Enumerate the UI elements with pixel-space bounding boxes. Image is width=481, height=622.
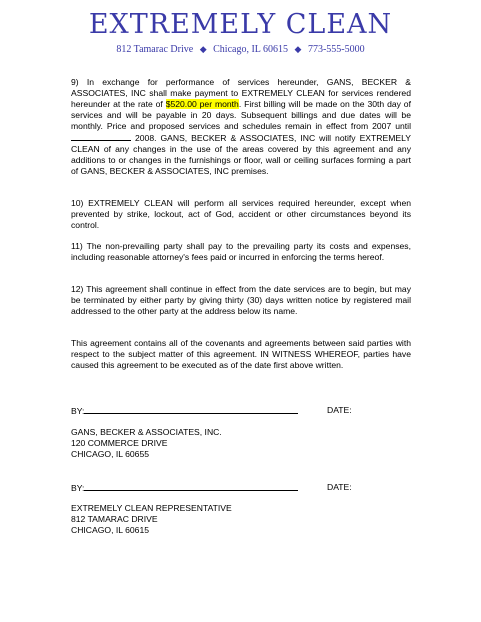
provider-street: 812 TAMARAC DRIVE xyxy=(71,514,158,524)
paragraph-9-text-3: 2008. GANS, BECKER & ASSOCIATES, INC will notify EXTREMELY CLEAN of any changes in the use of the areas covered by this agreement and any additions to or changes in the furnishings or floor, wall or ceiling surfaces forming a part of GANS, BECKER & ASSOCIATES, INC premises. xyxy=(71,133,411,176)
diamond-separator-icon: ◆ xyxy=(199,44,207,54)
date-label: DATE: xyxy=(327,405,352,415)
date-label: DATE: xyxy=(327,482,352,492)
client-address-block xyxy=(71,427,411,460)
provider-address-block xyxy=(71,503,411,536)
signature-blank xyxy=(84,482,298,491)
address-phone: 773-555-5000 xyxy=(307,44,365,55)
closing-paragraph: This agreement contains all of the covenants and agreements between said parties with respect to the subject matter of this agreement. IN WITNESS WHEREOF, parties have caused this agreement to be executed as of the date first above written. xyxy=(71,338,411,370)
paragraph-9-text-2: . First billing will be made on the 30th day of services and will be payable in 20 days. Subsequent billings and due dates will be monthly. Price and proposed services and schedules remain in effect from 2007 until xyxy=(71,99,411,131)
end-date-blank xyxy=(71,132,131,141)
payment-rate-highlight: $520.00 per month xyxy=(165,99,239,109)
client-name: GANS, BECKER & ASSOCIATES, INC. xyxy=(71,427,222,437)
signature-blank xyxy=(84,405,298,414)
client-street: 120 COMMERCE DRIVE xyxy=(71,438,168,448)
by-label: BY: xyxy=(71,483,85,493)
paragraph-9 xyxy=(71,77,411,177)
provider-name: EXTREMELY CLEAN REPRESENTATIVE xyxy=(71,503,232,513)
address-city: Chicago, IL 60615 xyxy=(213,44,289,55)
company-title: EXTREMELY CLEAN xyxy=(88,9,393,40)
paragraph-10: 10) EXTREMELY CLEAN will perform all services required hereunder, except when prevented by strike, lockout, act of God, accident or other circumstances beyond its control. xyxy=(71,198,411,230)
by-label: BY: xyxy=(71,406,85,416)
diamond-separator-icon: ◆ xyxy=(294,44,302,54)
provider-city: CHICAGO, IL 60615 xyxy=(71,525,150,535)
signature-line-client xyxy=(71,405,411,417)
client-city: CHICAGO, IL 60655 xyxy=(71,449,150,459)
paragraph-9-text-1: 9) In exchange for performance of services hereunder, GANS, BECKER & ASSOCIATES, INC shall make payment to EXTREMELY CLEAN for services rendered hereunder at the rate of xyxy=(71,77,411,109)
paragraph-12: 12) This agreement shall continue in effect from the date services are to begin, but may be terminated by either party by giving thirty (30) days written notice by registered mail addressed to the other party at the address below its name. xyxy=(71,284,411,316)
address-street: 812 Tamarac Drive xyxy=(116,44,194,55)
company-address xyxy=(0,44,481,55)
signature-line-provider xyxy=(71,482,411,494)
paragraph-11: 11) The non-prevailing party shall pay to the prevailing party its costs and expenses, including reasonable attorney's fees paid or incurred in enforcing the terms hereof. xyxy=(71,241,411,262)
